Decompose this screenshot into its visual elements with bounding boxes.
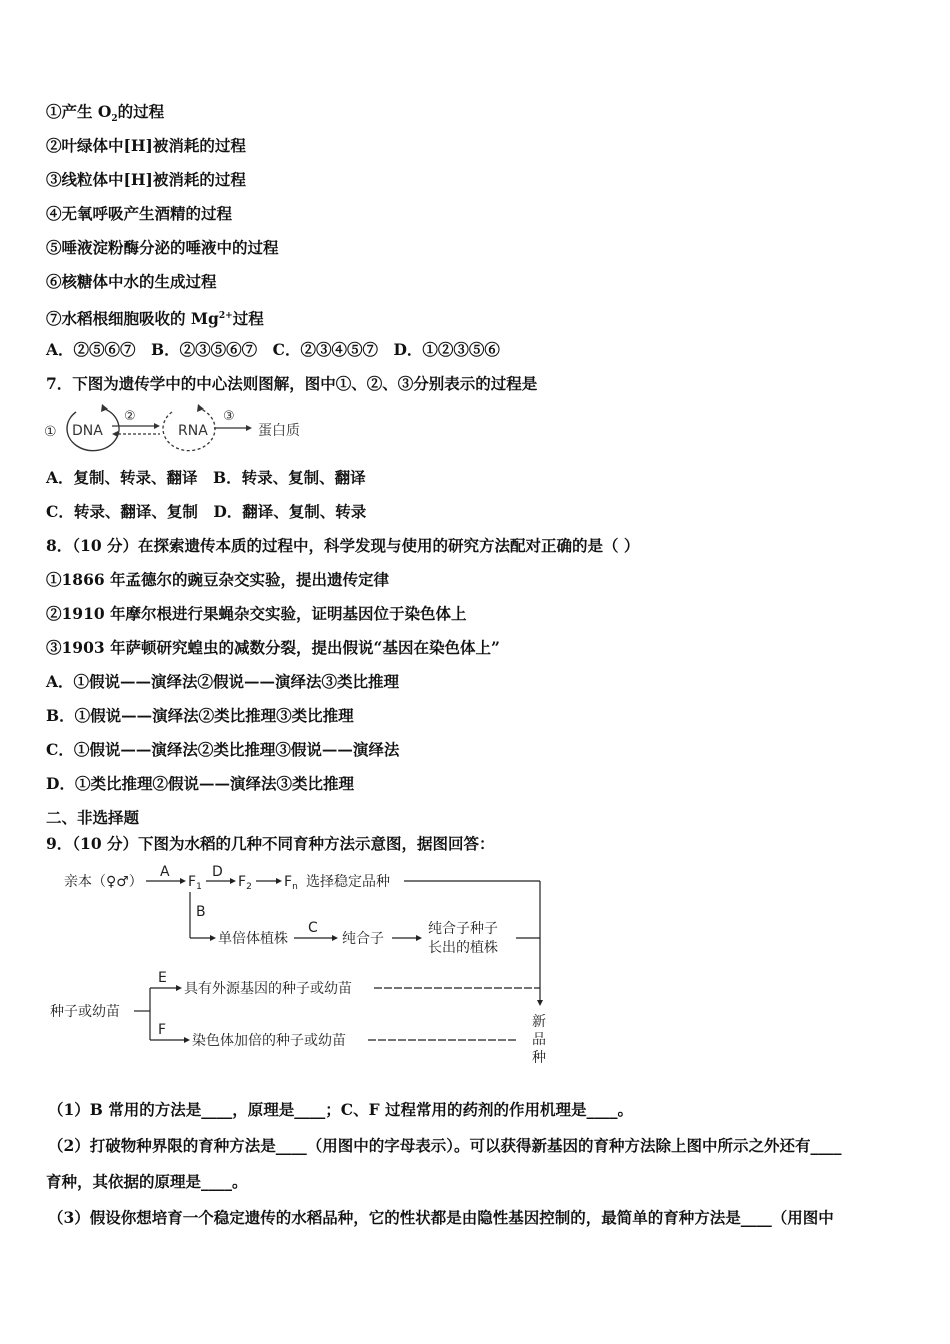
q8-option-c: C．①假说——演绎法②类比推理③假说——演绎法 <box>46 740 400 759</box>
arrow-d-label: D <box>212 864 223 880</box>
haploid-label: 单倍体植株 <box>218 931 288 947</box>
q8-statement-3: ③1903 年萨顿研究蝗虫的减数分裂，提出假说“基因在染色体上” <box>46 638 500 657</box>
dogma-label-1: ① <box>44 424 57 440</box>
arrow-a-head <box>180 878 186 884</box>
f1-label: $F_1$ <box>188 874 202 892</box>
new-variety-char-1: 新 <box>532 1014 546 1030</box>
q8-statement-1: ①1866 年孟德尔的豌豆杂交实验，提出遗传定律 <box>46 570 390 589</box>
q6-item-3: ③线粒体中[H]被消耗的过程 <box>46 170 246 189</box>
q8-statement-2: ②1910 年摩尔根进行果蝇杂交实验，证明基因位于染色体上 <box>46 604 467 623</box>
protein-label: 蛋白质 <box>258 423 300 439</box>
q6-item-6: ⑥核糖体中水的生成过程 <box>46 272 217 291</box>
q6-item-7-prefix: ⑦水稻根细胞吸收的 Mg <box>46 309 219 329</box>
q7-options-1: A．复制、转录、翻译 B．转录、复制、翻译 <box>46 468 366 487</box>
q8-stem: 8．（10 分）在探索遗传本质的过程中，科学发现与使用的研究方法配对正确的是（ ） <box>46 536 640 555</box>
breeding-methods-diagram <box>46 860 566 1072</box>
select-stable-label: 选择稳定品种 <box>306 874 390 890</box>
central-dogma-diagram <box>40 400 320 456</box>
q9-sub-3: （3）假设你想培育一个稳定遗传的水稻品种，它的性状都是由隐性基因控制的，最简单的育种方法是____（用图中 <box>48 1208 834 1227</box>
translation-arrowhead <box>246 425 252 431</box>
f2-label: $F_2$ <box>238 874 252 892</box>
q9-sub-1: （1）B 常用的方法是____，原理是____；C、F 过程常用的药剂的作用机理是____。 <box>48 1100 634 1119</box>
arrow-d-head <box>230 878 236 884</box>
branch-e-arrowhead <box>176 985 182 991</box>
seed-seedling-label: 种子或幼苗 <box>50 1004 120 1020</box>
q6-item-2: ②叶绿体中[H]被消耗的过程 <box>46 136 246 155</box>
branch-e-label: E <box>158 970 167 986</box>
transcription-arrowhead <box>154 423 160 429</box>
q9-stem: 9．（10 分）下图为水稻的几种不同育种方法示意图，据图回答： <box>46 834 495 853</box>
homozygote-label: 纯合子 <box>342 931 384 947</box>
q6-item-7-suffix: 过程 <box>232 309 264 329</box>
new-variety-char-3: 种 <box>532 1050 546 1066</box>
q6-options: A．②⑤⑥⑦ B．②③⑤⑥⑦ C．②③④⑤⑦ D．①②③⑤⑥ <box>46 340 500 359</box>
arrow-to-fn-head <box>276 878 282 884</box>
branch-b-arrowhead <box>210 935 216 941</box>
arrow-c-head <box>332 935 338 941</box>
foreign-gene-label: 具有外源基因的种子或幼苗 <box>184 981 352 997</box>
q9-sub-2b: 育种，其依据的原理是____。 <box>46 1172 248 1191</box>
arrow-a-label: A <box>160 864 170 880</box>
q8-option-b: B．①假说——演绎法②类比推理③类比推理 <box>46 706 354 725</box>
q8-option-a: A．①假说——演绎法②假说——演绎法③类比推理 <box>46 672 400 691</box>
q7-stem: 7．下图为遗传学中的中心法则图解，图中①、②、③分别表示的过程是 <box>46 374 538 393</box>
branch-f-arrowhead <box>184 1037 190 1043</box>
arrow-c-label: C <box>308 920 318 936</box>
q6-item-1 <box>46 102 164 129</box>
branch-f-label: F <box>158 1022 167 1038</box>
rna-label: RNA <box>178 423 208 439</box>
new-variety-char-2: 品 <box>532 1032 546 1048</box>
reverse-transcription-arrowhead <box>112 431 118 437</box>
dogma-label-2: ② <box>124 409 136 424</box>
new-variety-arrowhead <box>537 1000 543 1006</box>
q6-item-1-prefix: ①产生 O <box>46 102 112 121</box>
q8-option-d: D．①类比推理②假说——演绎法③类比推理 <box>46 774 354 793</box>
fn-label: $F_n$ <box>284 874 298 892</box>
doubled-label: 染色体加倍的种子或幼苗 <box>192 1033 346 1049</box>
parent-label: 亲本（♀♂） <box>64 874 143 890</box>
q9-sub-2a: （2）打破物种界限的育种方法是____（用图中的字母表示）。可以获得新基因的育种方法除上图中所示之外还有____ <box>48 1136 842 1155</box>
arrow-to-plants-head <box>416 935 422 941</box>
plants-label-2: 长出的植株 <box>428 940 498 956</box>
q6-item-5: ⑤唾液淀粉酶分泌的唾液中的过程 <box>46 238 279 257</box>
q6-item-7 <box>46 306 264 329</box>
q6-item-1-sub: 2 <box>111 114 118 125</box>
dna-label: DNA <box>72 423 103 439</box>
dogma-label-3: ③ <box>223 409 235 424</box>
q6-item-7-sup: 2+ <box>218 311 233 321</box>
branch-b-label: B <box>196 904 206 920</box>
q7-options-2: C．转录、翻译、复制 D．翻译、复制、转录 <box>46 502 367 521</box>
plants-label-1: 纯合子种子 <box>428 921 498 937</box>
q6-item-1-suffix: 的过程 <box>117 102 165 121</box>
section-title: 二、非选择题 <box>46 808 140 827</box>
q6-item-4: ④无氧呼吸产生酒精的过程 <box>46 204 233 223</box>
